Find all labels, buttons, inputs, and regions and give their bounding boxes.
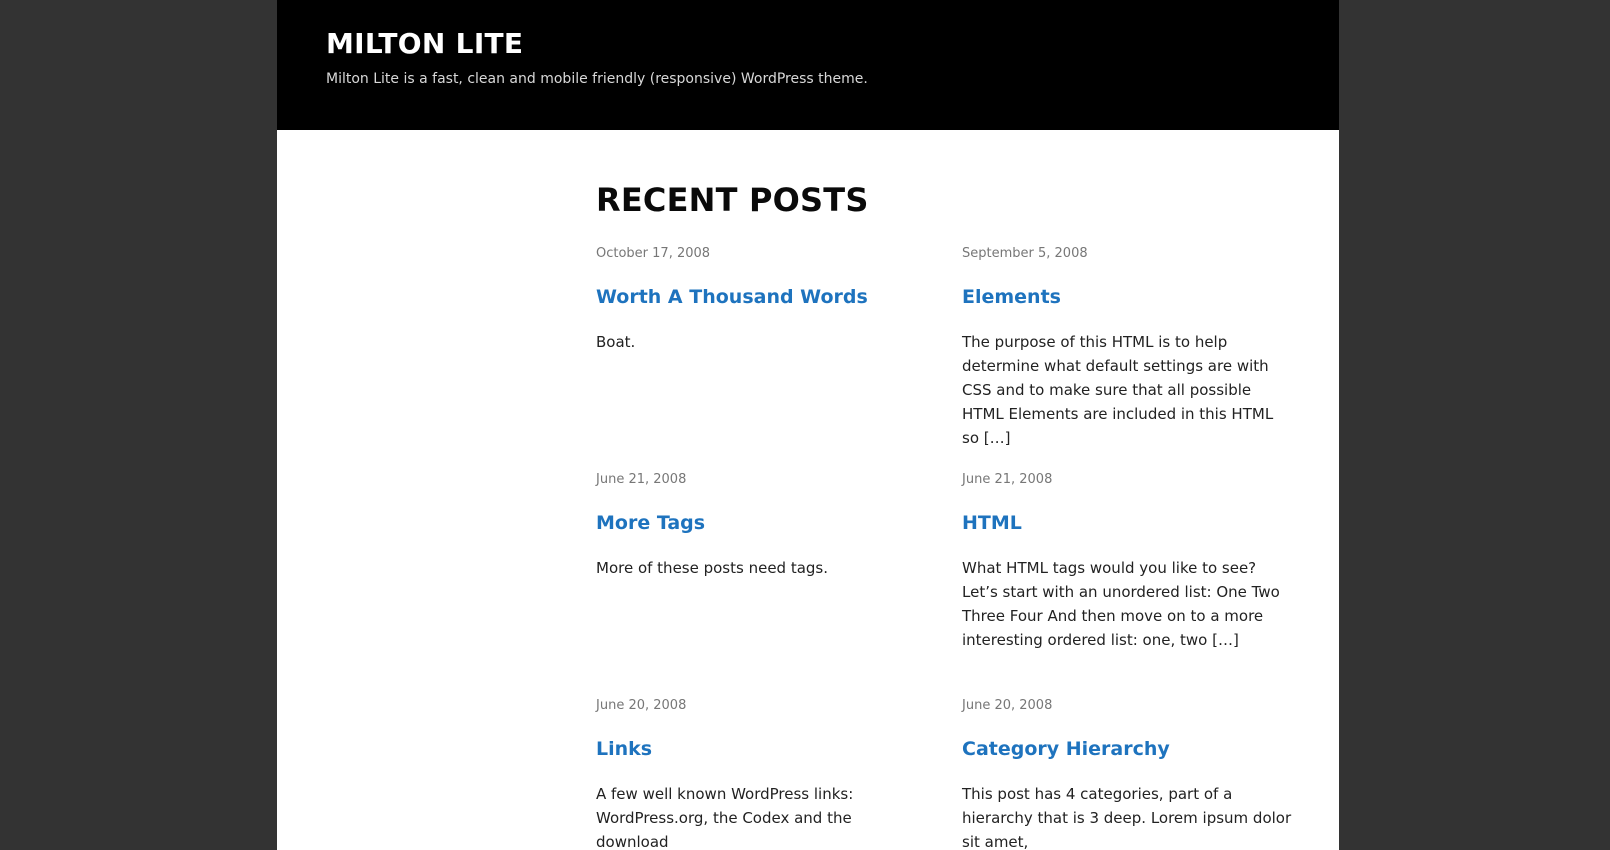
post-excerpt: More of these posts need tags. xyxy=(596,559,829,577)
site-header xyxy=(277,0,1339,130)
page-title: RECENT POSTS xyxy=(596,181,869,219)
post-date: June 21, 2008 xyxy=(596,472,687,487)
site-title-link[interactable]: MILTON LITE xyxy=(326,27,524,60)
post-date: June 21, 2008 xyxy=(962,472,1053,487)
post-card xyxy=(596,692,962,850)
post-title-link[interactable]: Category Hierarchy xyxy=(962,738,1170,760)
post-title-link[interactable]: Elements xyxy=(962,286,1061,308)
post-title-link[interactable]: Links xyxy=(596,738,653,760)
post-card xyxy=(962,692,1296,850)
post-excerpt: What HTML tags would you like to see? Let’s start with an unordered list: One Two Three Four And then move on to a more interesting ordered list: one, two […] xyxy=(962,559,1280,649)
main-content xyxy=(596,130,1296,850)
post-card xyxy=(962,466,1296,692)
post-title-link[interactable]: More Tags xyxy=(596,512,706,534)
post-title-link[interactable]: Worth A Thousand Words xyxy=(596,286,868,308)
post-card xyxy=(596,240,962,466)
post-date: June 20, 2008 xyxy=(962,698,1053,713)
post-excerpt: A few well known WordPress links: WordPress.org, the Codex and the download xyxy=(596,785,854,850)
post-date: October 17, 2008 xyxy=(596,246,711,261)
post-excerpt: Boat. xyxy=(596,333,636,351)
post-excerpt: The purpose of this HTML is to help determine what default settings are with CSS and to make sure that all possible HTML Elements are included in this HTML so […] xyxy=(962,333,1274,447)
post-card xyxy=(962,240,1296,466)
post-excerpt: This post has 4 categories, part of a hierarchy that is 3 deep. Lorem ipsum dolor sit amet, xyxy=(962,785,1292,850)
post-date: June 20, 2008 xyxy=(596,698,687,713)
post-card xyxy=(596,466,962,692)
posts-grid xyxy=(596,240,1296,850)
post-title-link[interactable]: HTML xyxy=(962,512,1022,534)
page-wrapper xyxy=(277,0,1339,850)
site-tagline: Milton Lite is a fast, clean and mobile friendly (responsive) WordPress theme. xyxy=(326,71,868,87)
post-date: September 5, 2008 xyxy=(962,246,1088,261)
